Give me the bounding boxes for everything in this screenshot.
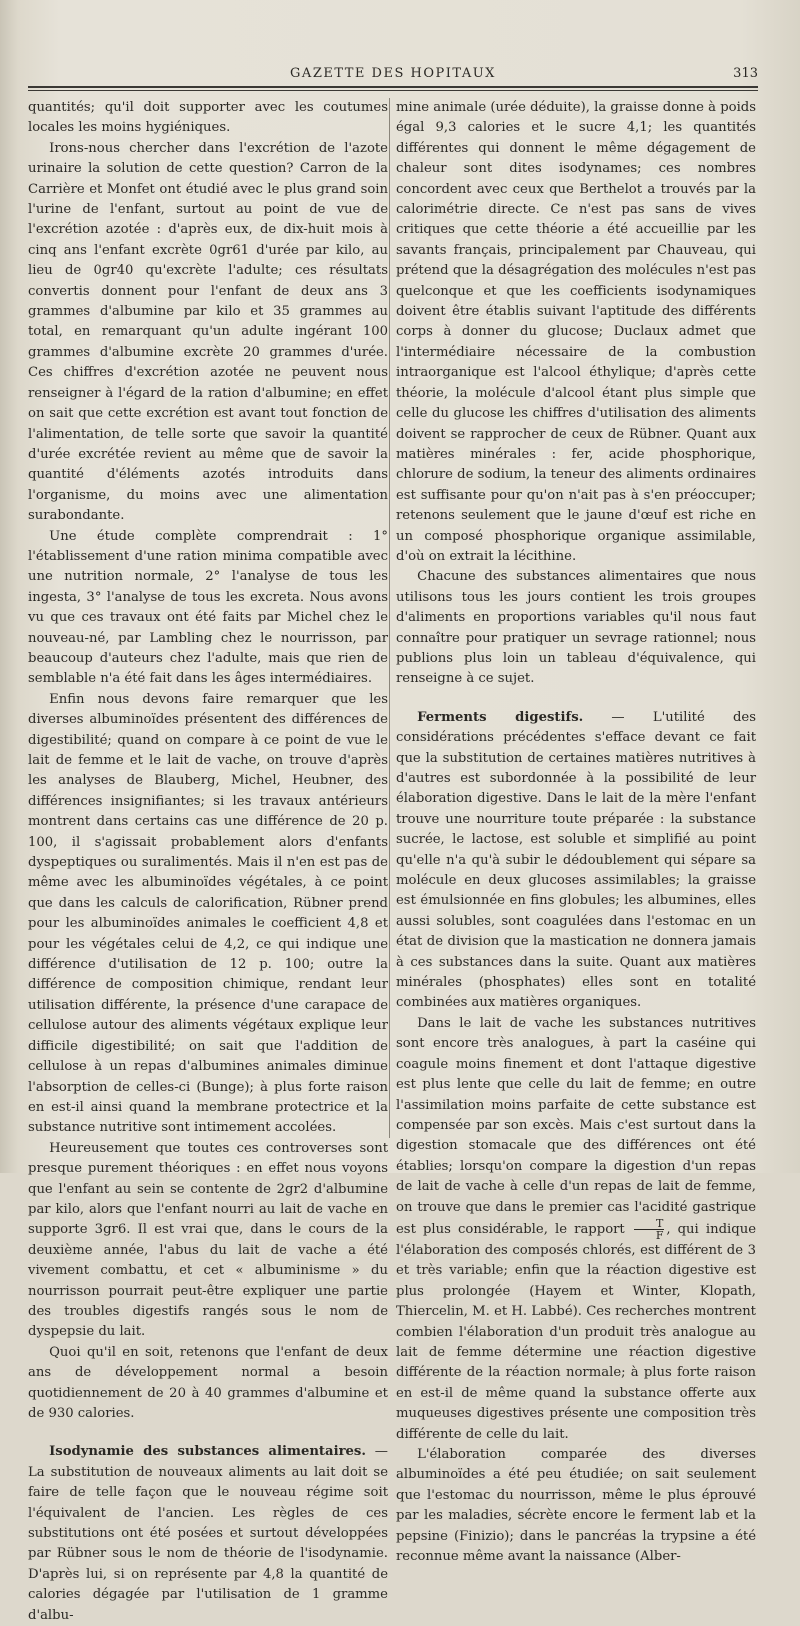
paragraph: Heureusement que toutes ces controverses sont presque purement théoriques : en effet nous voyons que l'enfant au sein se contente de 2gr2 d'albumine par kilo, alors que l'enfant nourri au lait de vache en supporte 3gr6. Il est vrai que, dans le cours de la deuxième année, l'abus du lait de vache a été vivement combattu, et cet « albuminisme » du nourrisson pourrait peut-être expliquer une partie des troubles digestifs rangés sous le nom de dyspepsie du lait. <box>28 1140 388 1340</box>
paragraph: quantités; qu'il doit supporter avec les coutumes locales les moins hygiéniques. <box>28 100 388 136</box>
paragraph: Irons-nous chercher dans l'excrétion de l'azote urinaire la solution de cette question? Carron de la Carrière et Monfet ont étudié avec le plus grand soin l'urine de l'enfant, surtout au point de vue de l'excrétion azotée : d'après eux, de dix-huit mois à cinq ans l'enfant excrète 0gr61 d'urée par kilo, au lieu de 0gr40 qu'excrète l'adulte; ces résultats convertis donnent pour l'enfant de deux ans 3 grammes d'albumine par kilo et 35 grammes au total, en remarquant qu'un adulte ingérant 100 grammes d'albumine excrète 20 grammes d'urée. Ces chiffres d'excrétion azotée ne peuvent nous renseigner à l'égard de la ration d'albumine; en effet on sait que cette excrétion est avant tout fonction de l'alimentation, de telle sorte que savoir la quantité d'urée excrétée revient au même que de savoir la quantité d'éléments azotés introduits dans l'organisme, du moins avec une alimentation surabondante. <box>28 140 388 524</box>
paragraph: mine animale (urée déduite), la graisse donne à poids égal 9,3 calories et le sucre 4,1; les quantités différentes qui donnent le même dégagement de chaleur sont dites isodynames; ces nombres concordent avec ceux que Berthelot a trouvés par la calorimétrie directe. Ce n'est pas sans de vives critiques que cette théorie a été accueillie par les savants français, principalement par Chauveau, qui prétend que la désagrégation des molécules n'est pas quelconque et que les coefficients isodynamiques doivent être établis suivant l'aptitude des différents corps à donner du glucose; Duclaux admet que l'intermédiaire nécessaire de la combustion intraorganique est l'alcool éthylique; d'après cette théorie, la molécule d'alcool étant plus simple que celle du glucose les chiffres d'utilisation des aliments doivent se rapprocher de ceux de Rübner. Quant aux matières minérales : fer, acide phosphorique, chlorure de sodium, la teneur des aliments ordinaires est suffisante pour qu'on n'ait pas à s'en préoccuper; retenons seulement que le jaune d'œuf est riche en un composé phosphorique organique assimilable, d'où on extrait la lécithine. <box>396 100 756 564</box>
section-paragraph <box>396 708 756 1014</box>
paragraph: Chacune des substances alimentaires que nous utilisons tous les jours contient les trois groupes d'aliments en proportions variables qu'il nous faut connaître pour pratiquer un sevrage rationnel; nous publions plus loin un tableau d'équivalence, qui renseigne à ce sujet. <box>396 569 756 687</box>
fraction <box>634 1218 664 1241</box>
section-heading: Ferments digestifs. <box>417 709 584 725</box>
section-paragraph <box>28 1442 388 1626</box>
paragraph: L'élaboration comparée des diverses albuminoïdes a été peu étudiée; on sait seulement que l'estomac du nourrisson, même le plus éprouvé par les maladies, sécrète encore le ferment lab et la pepsine (Finizio); dans le pancréas la trypsine a été reconnue même avant la naissance (Alber- <box>396 1447 756 1565</box>
left-column <box>28 98 388 1623</box>
right-column <box>396 98 756 1565</box>
header-rule-thin <box>28 90 758 91</box>
page-number: 313 <box>733 66 758 81</box>
column-divider <box>389 98 390 1138</box>
running-title: GAZETTE DES HOPITAUX <box>290 66 496 81</box>
page-header <box>28 60 758 90</box>
section-text: — L'utilité des considérations précédentes s'efface devant ce fait que la substitution de certaines matières nutritives à d'autres est subordonnée à la possibilité de leur élaboration digestive. Dans le lait de la mère l'enfant trouve une nourriture toute préparée : la substance sucrée, le lactose, est soluble et simplifié au point qu'elle n'a qu'à subir le dédoublement qui sépare sa molécule en deux glucoses assimilables; la graisse est émulsionnée en fins globules; les albumines, elles aussi solubles, sont coagulées dans l'estomac en un état de division que la mastication ne donnera jamais à ces substances dans la suite. Quant aux matières minérales (phosphates) elles sont en totalité combinées aux matières organiques. <box>396 709 756 1011</box>
fraction-numerator: T <box>634 1218 664 1230</box>
paragraph: Une étude complète comprendrait : 1° l'établissement d'une ration minima compatible avec une nutrition normale, 2° l'analyse de tous les ingesta, 3° l'analyse de tous les excreta. Nous avons vu que ces travaux ont été faits par Michel chez le nouveau-né, par Lambling chez le nourrisson, par beaucoup d'auteurs chez l'adulte, mais que rien de semblable n'a été fait dans les âges intermédiaires. <box>28 528 388 687</box>
paragraph-text: , qui indique l'élaboration des composés chlorés, est différent de 3 et très variable; enfin que la réaction digestive est plus prolongée (Hayem et Winter, Klopath, Thiercelin, M. et H. Labbé). Ces recherches montrent combien l'élaboration d'un produit très analogue au lait de femme détermine une réaction digestive différente de la réaction normale; à plus forte raison en est-il de même quand la substance offerte aux muqueuses digestives présente une composition très différente de celle du lait. <box>396 1221 756 1442</box>
paragraph <box>396 1014 756 1445</box>
paragraph-text: Dans le lait de vache les substances nutritives sont encore très analogues, à part la caséine qui coagule moins finement et dont l'attaque digestive est plus lente que celle du lait de femme; en outre l'assimilation moins parfaite de cette substance est compensée par son excès. Mais c'est surtout dans la digestion stomacale que des différences ont été établies; lorsqu'on compare la digestion d'un repas de lait de vache à celle d'un repas de lait de femme, on trouve que dans le premier cas l'acidité gastrique est plus considérable, le rapport <box>396 1015 756 1237</box>
section-text: — La substitution de nouveaux aliments au lait doit se faire de telle façon que le nouveau régime soit l'équivalent de l'ancien. Les règles de ces substitutions ont été posées et surtout développées par Rübner sous le nom de théorie de l'isodynamie. D'après lui, si on représente par 4,8 la quantité de calories dégagée par l'utilisation de 1 gramme d'albu- <box>28 1444 388 1623</box>
header-rule-thick <box>28 86 758 88</box>
fraction-denominator: F <box>655 1228 664 1242</box>
paragraph: Enfin nous devons faire remarquer que les diverses albuminoïdes présentent des différences de digestibilité; quand on compare à ce point de vue le lait de femme et le lait de vache, on trouve d'après les analyses de Blauberg, Michel, Heubner, des différences insignifiantes; si les travaux antérieurs montrent dans certains cas une différence de 20 p. 100, il s'agissait probablement alors d'enfants dyspeptiques ou suralimentés. Mais il n'en est pas de même avec les albuminoïdes végétales, à ce point que dans les calculs de calorification, Rübner prend pour les albuminoïdes animales le coefficient 4,8 et pour les végétales celui de 4,2, ce qui indique une différence d'utilisation de 12 p. 100; outre la différence de composition chimique, rendant leur utilisation différente, la présence d'une carapace de cellulose autour des aliments végétaux explique leur difficile digestibilité; on sait que l'addition de cellulose à un repas d'albumines animales diminue l'absorption de celles-ci (Bunge); à plus forte raison en est-il ainsi quand la membrane protectrice et la substance nutritive sont intimement accolées. <box>28 691 388 1136</box>
paragraph: Quoi qu'il en soit, retenons que l'enfant de deux ans de développement normal a besoin quotidiennement de 20 à 40 grammes d'albumine et de 930 calories. <box>28 1344 388 1421</box>
section-heading: Isodynamie des substances alimentaires. <box>49 1444 366 1460</box>
